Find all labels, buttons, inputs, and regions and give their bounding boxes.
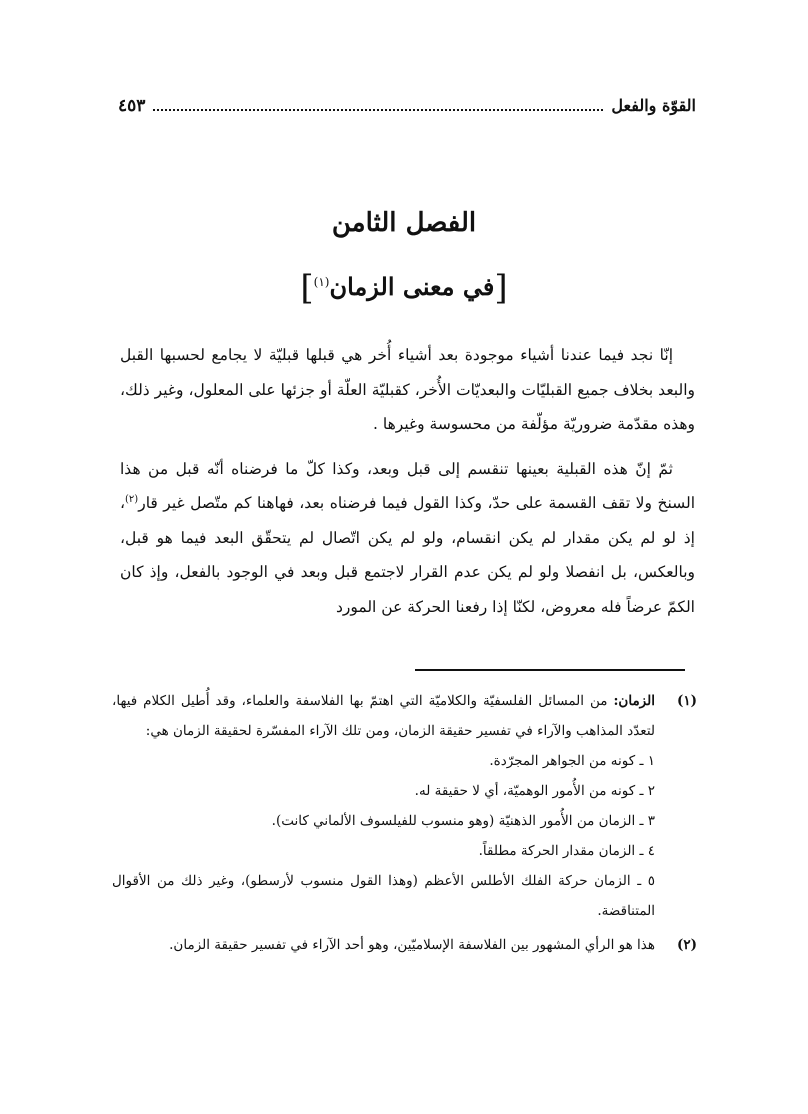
footnote-separator [415,669,685,671]
list-item: ٤ ـ الزمان مقدار الحركة مطلقاً. [478,843,655,859]
chapter-subtitle-text: في معنى الزمان [329,272,495,301]
list-item: ١ ـ كونه من الجواهر المجرّدة. [489,753,655,769]
running-title: القوّة والفعل [611,96,696,115]
footnote-ref-2[interactable]: (٢) [125,493,139,505]
paragraph-2-part-1: ثمّ إنّ هذه القبلية بعينها تنقسم إلى قبل وبعد، وكذا كلّ ما فرضناه أنّه قبل من هذا السنخ ولا تقف القسمة على حدّ، وكذا القول فيما فرضناه بعد، فهاهنا كم متّصل غير قار [120,459,695,512]
main-text [120,338,695,634]
close-bracket: ] [300,268,314,308]
paragraph-2 [120,452,695,625]
paragraph-1: إنّا نجد فيما عندنا أشياء موجودة بعد أشياء أُخر هي قبلها قبليّة لا يجامع لحسبها القبل والبعد بخلاف جميع القبليّات والبعديّات الأُخر، كقبليّة العلّة أو جزئها على المعلول، وغير ذلك، وهذه مقدّمة ضروريّة مؤلّفة من محسوسة وغيرها . [120,346,695,433]
running-header [118,96,696,126]
list-item: ٢ ـ كونه من الأُمور الوهميّة، أي لا حقيقة له. [414,783,655,799]
open-bracket: [ [494,268,508,308]
footnotes [112,686,697,960]
list-item: ٥ ـ الزمان حركة الفلك الأطلس الأعظم (وهذا القول منسوب لأرسطو)، وغير ذلك من الأقوال المتناقضة. [112,873,655,919]
footnote-1-term: الزمان: [613,693,655,709]
footnote-2-text: هذا هو الرأي المشهور بين الفلاسفة الإسلاميّين، وهو أحد الآراء في تفسير حقيقة الزمان. [169,937,655,953]
chapter-title: الفصل الثامن [331,208,477,238]
list-item: ٣ ـ الزمان من الأُمور الذهنيّة (وهو منسوب للفيلسوف الألماني كانت). [271,813,655,829]
footnote-1-marker: (١) [676,693,697,709]
paragraph-2-part-2: ، إذ لو لم يكن مقدار لم يكن انقسام، ولو لم يكن اتّصال لم يتحقّق البعد فيما هو قبل، وبالعكس، بل انفصلا ولو لم يكن عدم القرار لاجتمع قبل وبعد في الوجود بالفعل، وإذ كان الكمّ عرضاً فله معروض، لكنّا إذا رفعنا الحركة عن المورد [120,494,695,616]
footnote-1 [112,686,697,926]
footnote-1-list [112,746,655,926]
dotted-leader [153,108,603,111]
footnote-2 [112,930,697,960]
footnote-1-text: من المسائل الفلسفيّة والكلاميّة التي اهتمّ بها الفلاسفة والعلماء، وقد أُطيل الكلام فيها، لتعدّد المذاهب والآراء في تفسير حقيقة الزمان، ومن تلك الآراء المفسّرة لحقيقة الزمان هي: [112,693,655,739]
footnote-2-marker: (٢) [676,937,697,953]
footnote-ref-1[interactable]: (١) [313,275,330,289]
page-number: ٤٥٣ [118,96,146,116]
chapter-subtitle [0,268,808,308]
